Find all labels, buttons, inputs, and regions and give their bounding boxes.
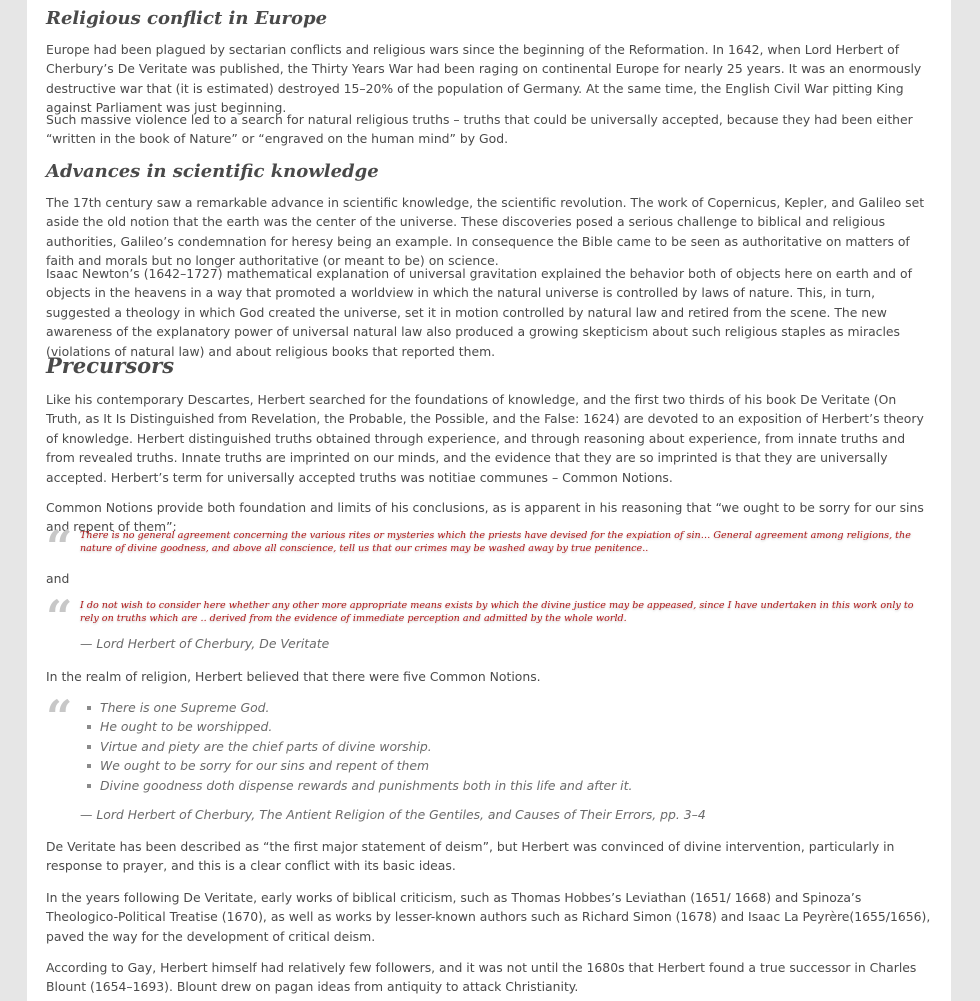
quote-mark-icon: “	[46, 520, 73, 574]
list-item: Divine goodness doth dispense rewards and punishments both in this life and after it.	[100, 776, 632, 795]
list-item: Virtue and piety are the chief parts of divine worship.	[100, 737, 632, 756]
paragraph: and	[46, 571, 70, 586]
quote-text: I do not wish to consider here whether any other more appropriate means exists by which the divine justice may be appeased, since I have undertaken in this work only to rely on truths which are .. derived from the evidence of immediate perception and admitted by the whole world.	[80, 600, 914, 624]
paragraph: De Veritate has been described as “the first major statement of deism”, but Herbert was convinced of divine intervention, particularly in response to prayer, and this is a clear conflict with its basic ideas.	[46, 839, 895, 874]
list-item: He ought to be worshipped.	[100, 717, 632, 736]
quote-mark-icon: “	[46, 590, 73, 644]
paragraph: In the years following De Veritate, early works of biblical criticism, such as Thomas Hobbes’s Leviathan (1651/ 1668) and Spinoza’s Theologico-Political Treatise (1670), as well as works by lesser-known authors such as Richard Simon (1678) and Isaac La Peyrère(1655/1656), paved the way for the development of critical deism.	[46, 890, 931, 944]
quote-citation: — Lord Herbert of Cherbury, The Antient Religion of the Gentiles, and Causes of Their Errors, pp. 3–4	[80, 807, 706, 822]
paragraph: Isaac Newton’s (1642–1727) mathematical explanation of universal gravitation explained the behavior both of objects here on earth and of objects in the heavens in a way that promoted a worldview in which the natural universe is controlled by laws of nature. This, in turn, suggested a theology in which God created the universe, set it in motion controlled by natural law and retired from the scene. The new awareness of the explanatory power of universal natural law also produced a growing skepticism about such religious staples as miracles (violations of natural law) and about religious books that reported them.	[46, 266, 912, 359]
paragraph: The 17th century saw a remarkable advance in scientific knowledge, the scientific revolution. The work of Copernicus, Kepler, and Galileo set aside the old notion that the earth was the center of the universe. These discoveries posed a serious challenge to biblical and religious authorities, Galileo’s condemnation for heresy being an example. In consequence the Bible came to be seen as authoritative on matters of faith and morals but no longer authoritative (or meant to be) on science.	[46, 195, 925, 269]
paragraph: Such massive violence led to a search for natural religious truths – truths that could be universally accepted, because they had been either “written in the book of Nature” or “engraved on the human mind” by God.	[46, 112, 913, 147]
paragraph: Common Notions provide both foundation and limits of his conclusions, as is apparent in his reasoning that “we ought to be sorry for our sins and repent of them”:	[46, 500, 924, 535]
common-notions-list	[80, 698, 632, 795]
heading-religious-conflict: Religious conflict in Europe	[46, 8, 328, 29]
paragraph: In the realm of religion, Herbert believed that there were five Common Notions.	[46, 669, 541, 684]
list-item: We ought to be sorry for our sins and repent of them	[100, 756, 632, 775]
quote-citation: — Lord Herbert of Cherbury, De Veritate	[80, 636, 330, 651]
paragraph: Like his contemporary Descartes, Herbert searched for the foundations of knowledge, and the first two thirds of his book De Veritate (On Truth, as It Is Distinguished from Revelation, the Probable, the Possible, and the False: 1624) are devoted to an exposition of Herbert’s theory of knowledge. Herbert distinguished truths obtained through experience, and through reasoning about experience, from innate truths and from revealed truths. Innate truths are imprinted on our minds, and the evidence that they are so imprinted is that they are universally accepted. Herbert’s term for universally accepted truths was notitiae communes – Common Notions.	[46, 392, 924, 485]
quote-mark-icon: “	[46, 690, 73, 744]
paragraph: Europe had been plagued by sectarian conflicts and religious wars since the beginning of the Reformation. In 1642, when Lord Herbert of Cherbury’s De Veritate was published, the Thirty Years War had been raging on continental Europe for nearly 25 years. It was an enormously destructive war that (it is estimated) destroyed 15–20% of the population of Germany. At the same time, the English Civil War pitting King against Parliament was just beginning.	[46, 42, 922, 116]
heading-precursors: Precursors	[46, 353, 175, 378]
quote-text: There is no general agreement concerning the various rites or mysteries which the priests have devised for the expiation of sin… General agreement among religions, the nature of divine goodness, and above all conscience, tell us that our crimes may be washed away by true penitence..	[80, 530, 911, 554]
paragraph: According to Gay, Herbert himself had relatively few followers, and it was not until the 1680s that Herbert found a true successor in Charles Blount (1654–1693). Blount drew on pagan ideas from antiquity to attack Christianity.	[46, 960, 917, 995]
list-item: There is one Supreme God.	[100, 698, 632, 717]
article-page	[27, 0, 951, 1001]
heading-advances-scientific: Advances in scientific knowledge	[46, 161, 379, 182]
